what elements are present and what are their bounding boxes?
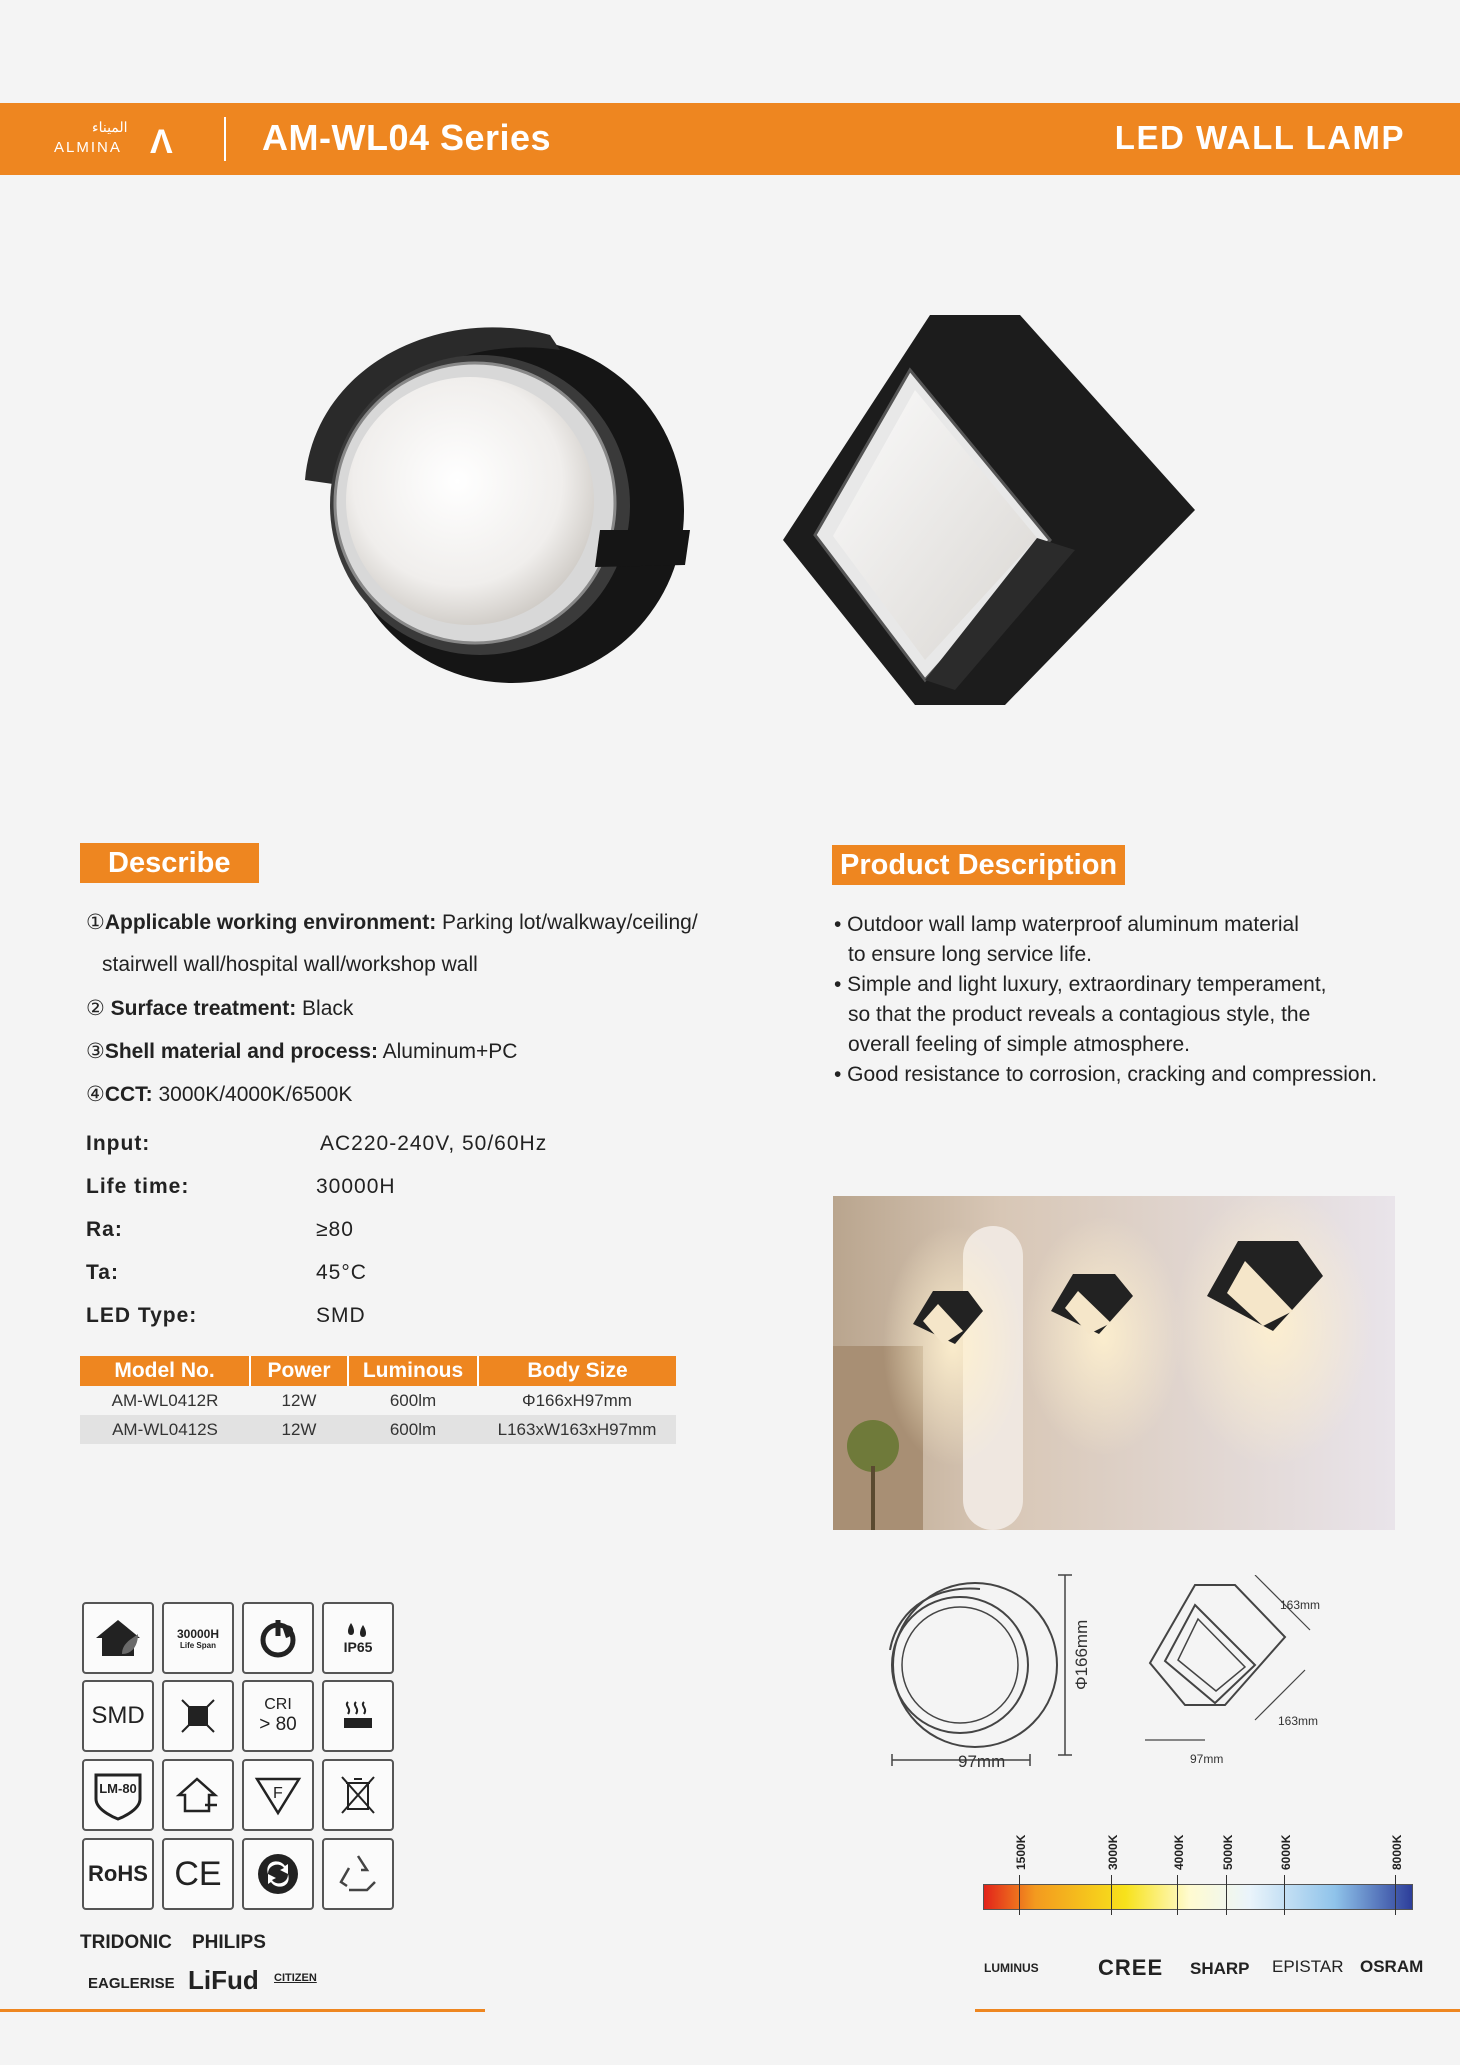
table-row [80, 1386, 676, 1415]
column-header: Body Size [478, 1356, 676, 1386]
rohs-text: RoHS [88, 1861, 148, 1886]
cri-label: CRI [264, 1696, 292, 1713]
feature-value: Aluminum+PC [377, 1040, 518, 1063]
feature-item [86, 1039, 517, 1064]
spec-value: ≥80 [316, 1218, 354, 1241]
spec-value: 45°C [316, 1261, 367, 1284]
brand-epistar: EPISTAR [1272, 1957, 1344, 1976]
cct-gradient-bar [983, 1884, 1413, 1910]
cri-value: > 80 [259, 1714, 297, 1735]
description-line: • Good resistance to corrosion, cracking and compression. [834, 1063, 1378, 1086]
product-description-label: Product Description [832, 845, 1125, 885]
feature-number: ② [86, 997, 105, 1020]
brand-name: ALMINA [54, 139, 122, 156]
feature-value: 3000K/4000K/6500K [152, 1083, 353, 1106]
table-row [80, 1415, 676, 1444]
spec-label: Ta: [86, 1261, 119, 1284]
smd-icon [82, 1680, 154, 1752]
header-divider [224, 117, 226, 161]
describe-label: Describe [80, 843, 259, 883]
cct-tick-line [1177, 1875, 1178, 1915]
table-cell: 600lm [348, 1415, 478, 1444]
ip65-icon [322, 1602, 394, 1674]
spec-label: Input: [86, 1132, 151, 1155]
round-height-dimension: Φ166mm [1072, 1619, 1091, 1690]
feature-key: Shell material and process: [104, 1040, 378, 1063]
column-header: Power [250, 1356, 348, 1386]
ip-rating: IP65 [343, 1639, 373, 1655]
series-title: AM-WL04 Series [262, 117, 552, 158]
spec-value: AC220-240V, 50/60Hz [320, 1132, 548, 1155]
table-cell: 12W [281, 1390, 317, 1410]
cct-tick-line [1395, 1875, 1396, 1915]
description-line: • Outdoor wall lamp waterproof aluminum material [834, 913, 1299, 936]
chip-icon [162, 1680, 234, 1752]
rohs-icon [82, 1838, 154, 1910]
table-cell: 12W [250, 1415, 348, 1444]
house-icon [162, 1759, 234, 1831]
feature-item-continued: stairwell wall/hospital wall/workshop wall [102, 953, 478, 976]
cct-tick-label: 1500K [1014, 1834, 1028, 1870]
feature-value: Parking lot/walkway/ceiling/ [436, 911, 698, 934]
model-table [80, 1356, 676, 1444]
lifespan-caption: Life Span [179, 1640, 216, 1650]
feature-key: Applicable working environment: [104, 911, 437, 934]
energy-saving-icon [242, 1602, 314, 1674]
table-cell: AM-WL0412R [111, 1390, 219, 1410]
spec-label: LED Type: [86, 1304, 198, 1327]
feature-number: ① [86, 911, 105, 934]
square-side-b-dimension: 163mm [1278, 1714, 1319, 1728]
cct-tick-line [1019, 1875, 1020, 1915]
cct-tick-label: 6000K [1279, 1834, 1293, 1870]
lifespan-value: 30000H [176, 1626, 220, 1641]
footer-line-left [0, 2009, 485, 2012]
brand-osram: OSRAM [1360, 1957, 1424, 1976]
feature-number: ③ [86, 1040, 105, 1063]
cct-tick-label: 5000K [1221, 1834, 1235, 1870]
feature-item [86, 996, 353, 1021]
feature-item [86, 910, 698, 935]
brand-luminus: LUMINUS [984, 1961, 1039, 1975]
cct-tick-line [1111, 1875, 1112, 1915]
feature-number: ④ [86, 1083, 105, 1106]
column-header: Luminous [348, 1356, 478, 1386]
brand-cree: CREE [1098, 1955, 1164, 1980]
spec-label: Ra: [86, 1218, 123, 1241]
description-line: overall feeling of simple atmosphere. [848, 1033, 1191, 1056]
square-side-a-dimension: 163mm [1280, 1598, 1321, 1612]
brand-lifud: LiFud [188, 1965, 259, 1995]
column-header: Model No. [80, 1356, 250, 1386]
description-line: so that the product reveals a contagious style, the [848, 1003, 1311, 1026]
cct-tick-label: 4000K [1172, 1834, 1186, 1870]
ce-icon [162, 1838, 234, 1910]
smd-text: SMD [91, 1702, 145, 1729]
brand-logo-icon: Λ [150, 123, 173, 161]
green-dot-icon [242, 1838, 314, 1910]
brand-tridonic: TRIDONIC [80, 1932, 172, 1953]
brand-citizen: CITIZEN [274, 1972, 317, 1984]
installation-scene-image [833, 1196, 1395, 1530]
lm80-icon [82, 1759, 154, 1831]
f-mark-icon [242, 1759, 314, 1831]
weee-bin-icon [322, 1759, 394, 1831]
ce-text: CE [174, 1854, 222, 1893]
brand-philips: PHILIPS [192, 1932, 266, 1953]
table-cell: Φ166xH97mm [522, 1390, 632, 1410]
brand-sharp: SHARP [1190, 1959, 1250, 1978]
f-mark-letter: F [273, 1785, 283, 1802]
heat-dissipation-icon [322, 1680, 394, 1752]
round-lamp-image [290, 305, 730, 705]
table-cell: 600lm [389, 1390, 437, 1410]
cct-tick-label: 3000K [1106, 1834, 1120, 1870]
spec-value: 30000H [316, 1175, 396, 1198]
round-depth-dimension: 97mm [958, 1752, 1006, 1771]
header-band [0, 103, 1460, 175]
recycle-icon [322, 1838, 394, 1910]
table-cell: AM-WL0412S [80, 1415, 250, 1444]
cct-tick-line [1226, 1875, 1227, 1915]
feature-value: Black [296, 997, 354, 1020]
cri-icon [242, 1680, 314, 1752]
feature-key: Surface treatment: [104, 997, 297, 1020]
footer-line-right [975, 2009, 1460, 2012]
square-depth-dimension: 97mm [1190, 1752, 1224, 1766]
table-cell: L163xW163xH97mm [478, 1415, 676, 1444]
table-header-row [80, 1356, 676, 1386]
lm80-text: LM-80 [99, 1781, 137, 1796]
lifespan-icon [162, 1602, 234, 1674]
square-lamp-image [775, 310, 1205, 710]
description-line: to ensure long service life. [848, 943, 1092, 966]
feature-key: CCT: [104, 1083, 153, 1106]
description-line: • Simple and light luxury, extraordinary temperament, [834, 973, 1327, 996]
cct-tick-line [1284, 1875, 1285, 1915]
category-title: LED WALL LAMP [1114, 119, 1405, 156]
brand-eaglerise: EAGLERISE [88, 1975, 175, 1992]
brand-arabic: الميناء [92, 119, 128, 135]
cct-tick-label: 8000K [1390, 1834, 1404, 1870]
spec-value: SMD [316, 1304, 366, 1327]
feature-item [86, 1082, 352, 1107]
spec-label: Life time: [86, 1175, 190, 1198]
round-dimension-drawing [880, 1565, 1100, 1775]
indoor-outdoor-icon [82, 1602, 154, 1674]
